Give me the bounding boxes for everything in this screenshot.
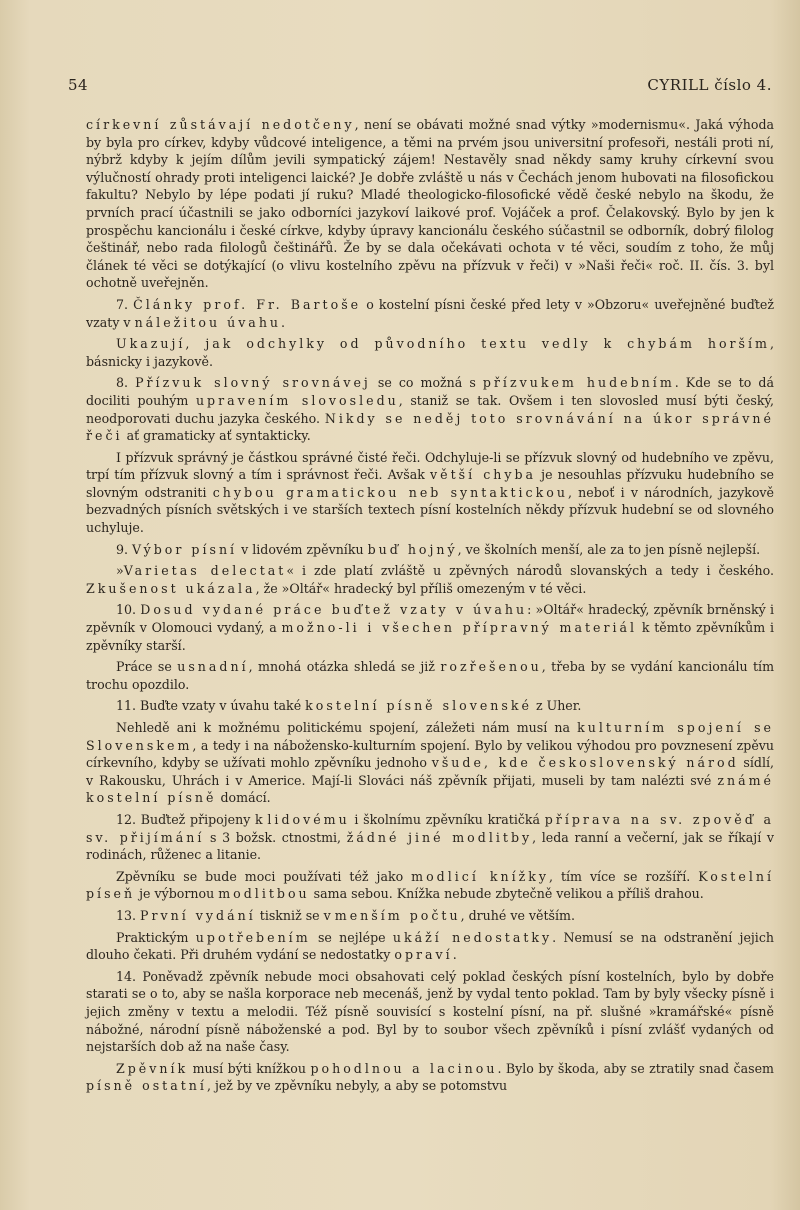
spaced-emphasis-text: upotřebením xyxy=(195,929,311,945)
spaced-emphasis-text: buď hojný xyxy=(367,541,458,557)
text-run: , ve školních menší, ale za to jen písně nejlepší. xyxy=(457,541,761,557)
page-header xyxy=(68,76,772,98)
spaced-emphasis-text: známé kostelní písně xyxy=(86,772,774,806)
spaced-emphasis-text: lidovému xyxy=(267,811,350,827)
text-run: , leda ranní a večerní, jak se říkají v rodinách, růženec a litanie. xyxy=(86,829,774,863)
text-run: 13. xyxy=(116,907,141,923)
spaced-emphasis-text: Zpěvník xyxy=(116,1060,189,1076)
spaced-emphasis-text: přízvukem hudebním xyxy=(482,375,675,391)
text-run: Nehledě ani k možnému politickému spojení, záležeti nám musí na xyxy=(116,720,578,735)
text-run: 12. Buďtež připojeny k xyxy=(116,811,268,827)
paragraph xyxy=(86,296,774,331)
spaced-emphasis-text: Nikdy se neděj toto srovnávání na úkor správné řeči xyxy=(86,410,774,444)
paragraph xyxy=(86,929,774,964)
spaced-emphasis-text: náležitou úvahu xyxy=(134,314,282,330)
text-run: 9. xyxy=(116,541,133,557)
paragraph xyxy=(86,562,774,597)
text-run: 11. Buďte vzaty v úvahu také xyxy=(116,698,306,714)
spaced-emphasis-text: rozřešenou xyxy=(440,659,542,675)
text-run: je nesouhlas přízvuku hudebního se slovným odstraniti xyxy=(86,467,775,500)
paragraph xyxy=(86,811,774,864)
text-run: i školnímu zpěvníku kratičká xyxy=(349,811,545,827)
text-run: , tím více se rozšíří. xyxy=(548,868,699,884)
text-run: : »Oltář« hradecký, zpěvník brněnský i zpěvník v Olomouci vydaný, a xyxy=(86,602,774,636)
paragraph xyxy=(86,335,774,370)
text-run: ať gramaticky ať syntakticky. xyxy=(122,428,311,444)
paragraph xyxy=(86,658,774,693)
paragraph xyxy=(86,968,774,1056)
spaced-emphasis-text: Výbor písní xyxy=(132,541,238,557)
text-run: Práce se xyxy=(116,659,178,675)
text-run: , druhé ve větším. xyxy=(460,907,575,923)
paragraph xyxy=(86,541,774,559)
spaced-emphasis-text: modlitbou xyxy=(218,886,310,902)
spaced-emphasis-text: ukáží nedostatky xyxy=(392,929,553,945)
text-run: » xyxy=(116,563,124,579)
spaced-emphasis-text: písně ostatní xyxy=(86,1078,207,1094)
text-run: o kostelní písni české před lety v »Obzoru« uveřejněné buďtež vzaty v xyxy=(86,296,774,330)
text-run: I přízvuk správný je částkou správné čisté řeči. Odchyluje-li se přízvuk slovný od hudebního ve zpěvu, trpí tím přízvuk slovný a tím i správnost řeči. Avšak xyxy=(86,449,774,483)
journal-title: CYRILL číslo 4. xyxy=(647,76,772,94)
spaced-emphasis-text: Články prof. Fr. Bartoše xyxy=(133,296,362,312)
text-run: , třeba by se vydání kancionálu tím trochu opozdilo. xyxy=(86,659,775,692)
text-run: , neboť i v národních, jazykově bezvadných písních světských i ve starších textech písní kostelních někdy přízvuk hudební se od slovného uchyluje. xyxy=(86,484,775,536)
spaced-emphasis-text: modlicí knížky xyxy=(411,868,549,884)
paragraph xyxy=(86,697,774,715)
paragraph xyxy=(86,374,774,444)
text-run: sídlí, v Rakousku, Uhrách i v Americe. Mají-li Slováci náš zpěvník přijati, museli by tam nalézti své xyxy=(86,755,774,788)
text-run: se nejlépe xyxy=(310,929,393,945)
spaced-emphasis-text: kulturním spojení se Slovenskem xyxy=(86,720,774,753)
text-run: , a tedy i na nábožensko-kulturním spojení. Bylo by velikou výhodou pro povznesení zpěvu církevního, kdyby se užívati mohlo zpěvníku jednoho xyxy=(86,737,774,771)
text-run: , staniž se tak. Ovšem i ten slovosled musí býti český, neodporovati duchu jazyka českého. xyxy=(86,392,774,426)
spaced-emphasis-text: Zkušenost ukázala xyxy=(86,580,256,596)
spaced-emphasis-text: možno-li i všechen přípravný materiál xyxy=(281,620,638,636)
paragraph xyxy=(86,1060,774,1095)
spaced-emphasis-text: První vydání xyxy=(140,907,256,923)
text-run: v lidovém zpěvníku xyxy=(237,541,368,557)
text-run: 14. Poněvadž zpěvník nebude moci obsahovati celý poklad českých písní kostelních, bylo by dobře starati se o to, aby se našla korporace neb mecenáš, jenž by vydal tento poklad. Tam by byly všecky písně i jejich změny v textu a melodii. Též písně souvisící s kostelní písní, na př. slušné »kramářské« písně nábožné, národní písně náboženské a pod. Byl by to soubor všech zpěvníků i písní zvlášť vydaných od nejstarších dob až na naše časy. xyxy=(86,968,774,1055)
text-run: , básnicky i jazykově. xyxy=(86,336,774,369)
paragraph xyxy=(86,868,774,903)
text-run: « i zde platí zvláště u zpěvných národů slovanských a tedy i českého. xyxy=(286,563,774,579)
spaced-emphasis-text: příprava na sv. zpověď a sv. přijímání xyxy=(86,811,775,845)
spaced-emphasis-text: Varietas delectat xyxy=(123,563,287,579)
spaced-emphasis-text: pohodlnou a lacinou xyxy=(310,1060,498,1076)
spaced-emphasis-text: větší chyba xyxy=(430,467,537,483)
paragraph xyxy=(86,116,774,292)
spaced-emphasis-text: Dosud vydané práce buďtež vzaty v úvahu xyxy=(140,602,528,618)
text-run: k těmto zpěvníkům i zpěvníky starší. xyxy=(86,620,774,653)
paragraph xyxy=(86,907,774,925)
text-run: . xyxy=(452,947,457,963)
text-run: , mnohá otázka shledá se již xyxy=(248,659,441,675)
spaced-emphasis-text: upravením slovosledu xyxy=(195,392,399,408)
spaced-emphasis-text: opraví xyxy=(394,947,453,963)
article-body xyxy=(86,116,774,1099)
paragraph xyxy=(86,449,774,537)
spaced-emphasis-text: všude, kde československý národ xyxy=(431,755,739,771)
text-run: , není se obávati možné snad výtky »modernismu«. Jaká výhoda by byla pro církev, kdyby vůdcové inteligence, a těmi na prvém jsou universitní profesoři, nestáli proti ní, nýbrž kdyby k jejím dílům jevili sympatický zájem! Nestavěly snad někdy samy kruhy církevní svou výlučností ohrady proti inteligenci laické? Je dobře zvláště u nás v Čechách jenom hubovati na filosofickou fakultu? Nebylo by lépe podati jí ruku? Mladé theologicko-filosofické vědě české nebylo na škodu, že prvních prací účastnili se jako odborníci jazykoví laikové prof. Vojáček a prof. Čelakovský. Bylo by jen k prospěchu kancionálu i české církve, kdyby úpravy kancionálu českého súčastnil se odborník, dobrý filolog češtinář, nebo rada filologů češtinářů. Že by se dala očekávati ochota v té věci, soudím z toho, že můj článek té věci se dotýkající (o vlivu kostelního zpěvu na přízvuk v řeči) v »Naši řeči« roč. II. čís. 3. byl ochotně uveřejněn. xyxy=(86,117,775,291)
text-run: 7. xyxy=(116,296,134,312)
text-run: Praktickým xyxy=(116,929,196,945)
spaced-emphasis-text: Ukazují, jak odchylky od původního textu vedly k chybám horším xyxy=(116,336,770,352)
page-number: 54 xyxy=(68,76,89,94)
text-run: . Bylo by škoda, aby se ztratily snad časem xyxy=(497,1060,774,1076)
text-run: tiskniž se v xyxy=(255,907,335,923)
text-run: . Nemusí se na odstranění jejich dlouho čekati. Při druhém vydání se nedostatky xyxy=(86,929,775,963)
spaced-emphasis-text: Kostelní píseň xyxy=(86,868,774,902)
text-run: sama sebou. Knížka nebude zbytečně velikou a příliš drahou. xyxy=(309,886,704,902)
spaced-emphasis-text: Přízvuk slovný srovnávej xyxy=(135,375,371,391)
text-run: Zpěvníku se bude moci používati též jako xyxy=(116,868,412,884)
text-run: . Kde se to dá dociliti pouhým xyxy=(86,375,774,408)
spaced-emphasis-text: chybou gramatickou neb syntaktickou xyxy=(212,484,568,500)
spaced-emphasis-text: menším počtu xyxy=(334,907,461,923)
text-run: domácí. xyxy=(216,790,271,806)
text-run: s 3 božsk. ctnostmi, xyxy=(204,829,347,845)
text-run: , že »Oltář« hradecký byl příliš omezeným v té věci. xyxy=(255,580,587,596)
paragraph xyxy=(86,601,774,654)
text-run: je výbornou xyxy=(135,886,219,902)
text-run: musí býti knížkou xyxy=(188,1060,311,1076)
spaced-emphasis-text: církevní zůstávají nedotčeny xyxy=(86,117,355,132)
spaced-emphasis-text: usnadní xyxy=(177,659,249,675)
text-run: se co možná s xyxy=(370,375,483,391)
spaced-emphasis-text: kostelní písně slovenské xyxy=(305,698,532,714)
text-run: . xyxy=(281,314,286,330)
text-run: 10. xyxy=(116,602,141,618)
paragraph xyxy=(86,719,774,807)
spaced-emphasis-text: žádné jiné modlitby xyxy=(346,829,533,845)
text-run: 8. xyxy=(116,375,136,391)
text-run: , jež by ve zpěvníku nebyly, a aby se potomstvu xyxy=(206,1078,508,1094)
text-run: z Uher. xyxy=(531,698,582,714)
